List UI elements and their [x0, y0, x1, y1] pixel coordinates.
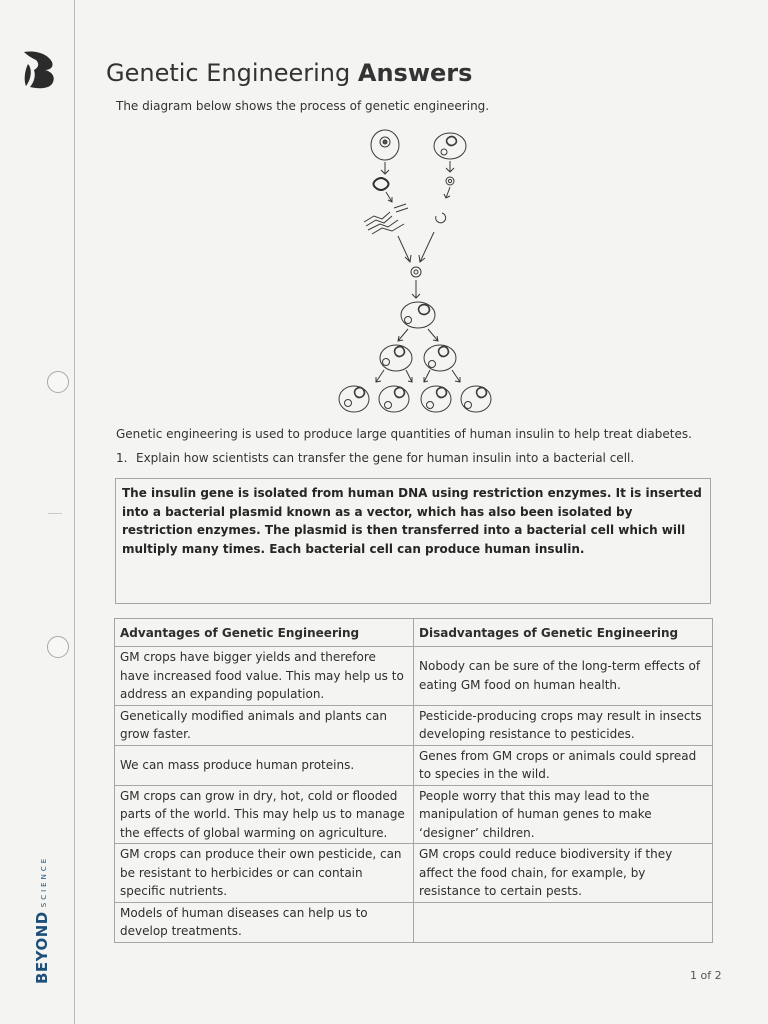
brand-name: BEYOND [33, 911, 51, 984]
advantage-cell: GM crops can produce their own pesticide, can be resistant to herbicides or can contain specific nutrients. [115, 844, 414, 903]
cut-plasmid-icon [436, 213, 446, 223]
answer-box [115, 478, 711, 604]
advantage-cell: GM crops have bigger yields and therefore have increased food value. This may help us to address an expanding population. [115, 647, 414, 706]
disadvantage-cell: Genes from GM crops or animals could spread to species in the wild. [414, 745, 713, 785]
plasmid-icon [446, 177, 454, 185]
answer-text: The insulin gene is isolated from human DNA using restriction enzymes. It is inserted into a bacterial plasmid known as a vector, which has also been isolated by restriction enzymes. The plasmid is then transferred into a bacterial cell which will multiply many times. Each bacterial cell can produce human insulin. [122, 486, 702, 556]
bacterial-cell-icon [434, 133, 466, 159]
dna-fragments-icon [364, 204, 408, 234]
recombinant-plasmid-icon [411, 267, 421, 277]
page-title [106, 58, 472, 88]
advantage-cell: GM crops can grow in dry, hot, cold or flooded parts of the world. This may help us to manage the effects of global warming on agriculture. [115, 785, 414, 844]
pros-cons-table [114, 618, 713, 943]
transformed-bacterium-icon [401, 302, 435, 328]
disadvantage-cell: Pesticide-producing crops may result in insects developing resistance to pesticides. [414, 705, 713, 745]
disadvantage-cell: Nobody can be sure of the long-term effects of eating GM food on human health. [414, 647, 713, 706]
dna-chromosome-icon [374, 178, 389, 190]
table-row [115, 745, 713, 785]
page-number: 1 of 2 [690, 969, 722, 982]
advantage-cell: Genetically modified animals and plants can grow faster. [115, 705, 414, 745]
margin-tick [48, 513, 62, 514]
beyond-logo-icon [14, 48, 62, 90]
disadvantage-cell: People worry that this may lead to the manipulation of human genes to make ‘designer’ children. [414, 785, 713, 844]
advantage-cell: We can mass produce human proteins. [115, 745, 414, 785]
table-row [115, 785, 713, 844]
usage-text: Genetic engineering is used to produce large quantities of human insulin to help treat diabetes. [116, 427, 692, 441]
human-cell-icon [371, 130, 399, 160]
disadvantage-cell [414, 902, 713, 942]
brand-sub: SCIENCE [40, 855, 48, 908]
brand-vertical [0, 855, 116, 984]
header-disadvantages: Disadvantages of Genetic Engineering [414, 619, 713, 647]
question-number: 1. [116, 451, 128, 465]
punch-hole-top [47, 371, 69, 393]
table-row [115, 844, 713, 903]
table-row [115, 647, 713, 706]
punch-hole-bottom [47, 636, 69, 658]
table-row [115, 902, 713, 942]
disadvantage-cell: GM crops could reduce biodiversity if they affect the food chain, for example, by resistance to certain pests. [414, 844, 713, 903]
intro-text: The diagram below shows the process of genetic engineering. [116, 99, 490, 113]
advantage-cell: Models of human diseases can help us to develop treatments. [115, 902, 414, 942]
table-row [115, 705, 713, 745]
table-header-row [115, 619, 713, 647]
margin-line [74, 0, 75, 1024]
title-bold: Answers [357, 59, 473, 87]
bacteria-generation-three-icon [339, 386, 491, 412]
bacteria-generation-two-icon [380, 345, 456, 371]
header-advantages: Advantages of Genetic Engineering [115, 619, 414, 647]
title-regular: Genetic Engineering [106, 59, 351, 87]
genetic-engineering-diagram [328, 124, 508, 420]
question-1 [116, 450, 634, 466]
question-text: Explain how scientists can transfer the gene for human insulin into a bacterial cell. [136, 451, 635, 465]
